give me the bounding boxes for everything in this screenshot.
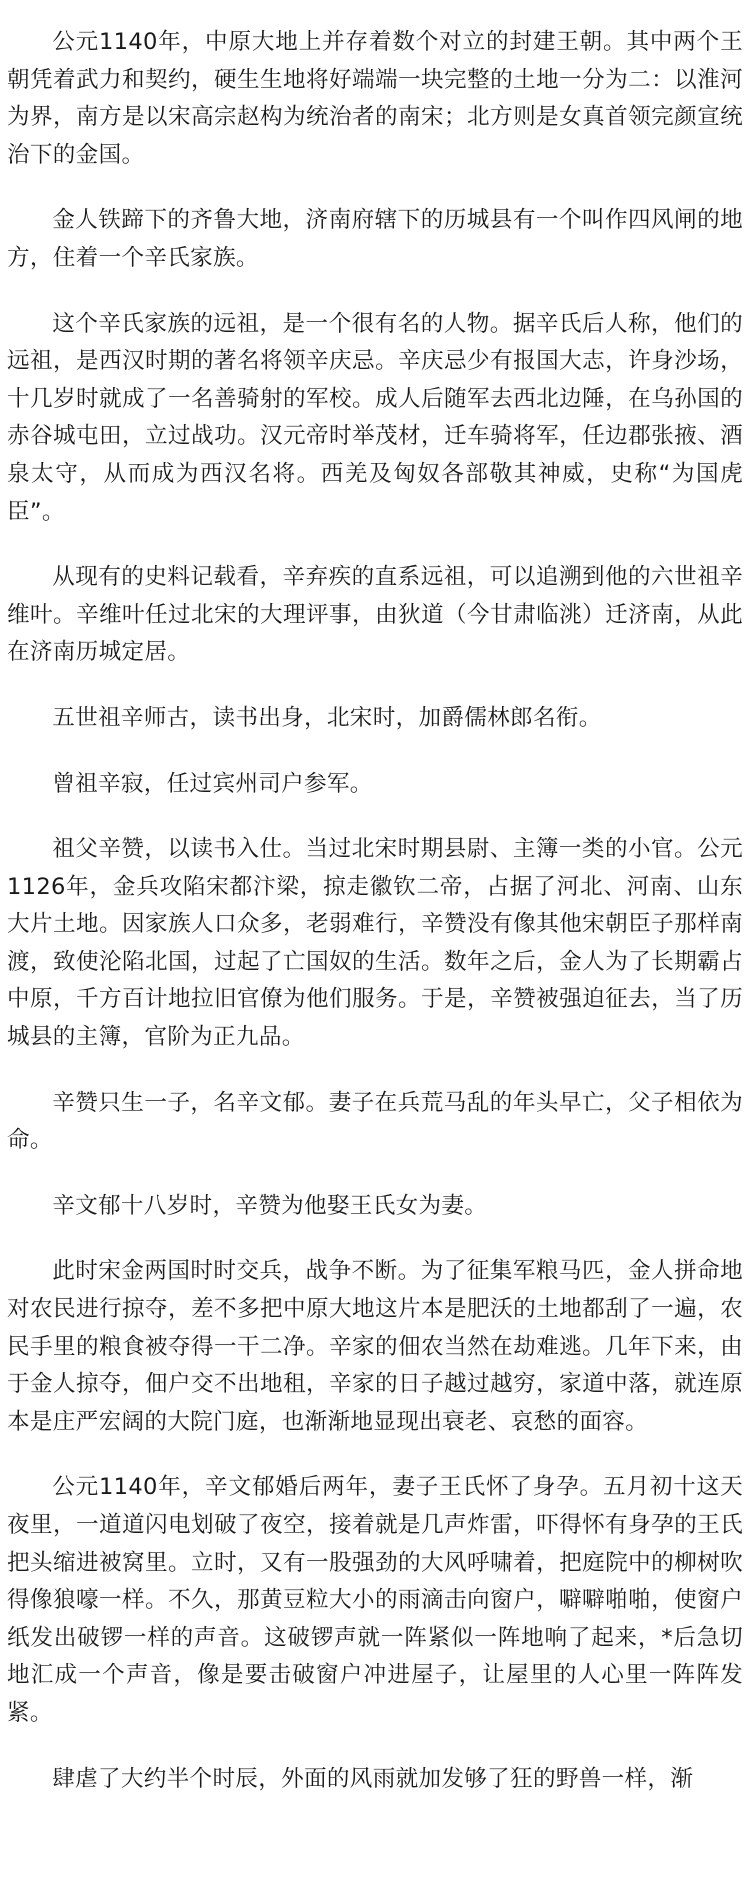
article-body [0,24,750,1798]
paragraph-11: 公元1140年，辛文郁婚后两年，妻子王氏怀了身孕。五月初十这天夜里，一道道闪电划破了夜空，接着就是几声炸雷，吓得怀有身孕的王氏把头缩进被窝里。立时，又有一股强劲的大风呼啸着，把庭院中的柳树吹得像狼嚎一样。不久，那黄豆粒大小的雨滴击向窗户，噼噼啪啪，使窗户纸发出破锣一样的声音。这破锣声就一阵紧似一阵地响了起来，*后急切地汇成一个声音，像是要击破窗户冲进屋子，让屋里的人心里一阵阵发紧。 [7,1474,743,1726]
paragraph-7: 祖父辛赞，以读书入仕。当过北宋时期县尉、主簿一类的小官。公元1126年，金兵攻陷宋都汴梁，掠走徽钦二帝，占据了河北、河南、山东大片土地。因家族人口众多，老弱难行，辛赞没有像其他宋朝臣子那样南渡，致使沦陷北国，过起了亡国奴的生活。数年之后，金人为了长期霸占中原，千方百计地拉旧官僚为他们服务。于是，辛赞被强迫征去，当了历城县的主簿，官阶为正九品。 [7,836,743,1051]
paragraph-5: 五世祖辛师古，读书出身，北宋时，加爵儒林郎名衔。 [52,704,602,731]
paragraph-12-partial: 肆虐了大约半个时辰，外面的风雨就加发够了狂的野兽一样，渐 [52,1765,694,1792]
paragraph-10: 此时宋金两国时时交兵，战争不断。为了征集军粮马匹，金人拼命地对农民进行掠夺，差不多把中原大地这片本是肥沃的土地都刮了一遍，农民手里的粮食被夺得一干二净。辛家的佃农当然在劫难逃。几年下来，由于金人掠夺，佃户交不出地租，辛家的日子越过越穷，家道中落，就连原本是庄严宏阔的大院门庭，也渐渐地显现出衰老、哀愁的面容。 [7,1258,743,1435]
paragraph-2: 金人铁蹄下的齐鲁大地，济南府辖下的历城县有一个叫作四风闸的地方，住着一个辛氏家族。 [7,207,743,271]
paragraph-1: 公元1140年，中原大地上并存着数个对立的封建王朝。其中两个王朝凭着武力和契约，硬生生地将好端端一块完整的土地一分为二：以淮河为界，南方是以宋高宗赵构为统治者的南宋；北方则是女真首领完颜宣统治下的金国。 [7,29,743,168]
paragraph-9: 辛文郁十八岁时，辛赞为他娶王氏女为妻。 [52,1192,488,1219]
paragraph-3: 这个辛氏家族的远祖，是一个很有名的人物。据辛氏后人称，他们的远祖，是西汉时期的著名将领辛庆忌。辛庆忌少有报国大志，许身沙场，十几岁时就成了一名善骑射的军校。成人后随军去西北边陲，在乌孙国的赤谷城屯田，立过战功。汉元帝时举茂材，迁车骑将军，任边郡张掖、酒泉太守，从而成为西汉名将。西羌及匈奴各部敬其神威，史称“为国虎臣”。 [7,310,743,525]
paragraph-8: 辛赞只生一子，名辛文郁。妻子在兵荒马乱的年头早亡，父子相依为命。 [7,1089,743,1154]
paragraph-4: 从现有的史料记载看，辛弃疾的直系远祖，可以追溯到他的六世祖辛维叶。辛维叶任过北宋的大理评事，由狄道（今甘肃临洮）迁济南，从此在济南历城定居。 [7,564,743,666]
paragraph-6: 曾祖辛寂，任过宾州司户参军。 [52,770,373,797]
